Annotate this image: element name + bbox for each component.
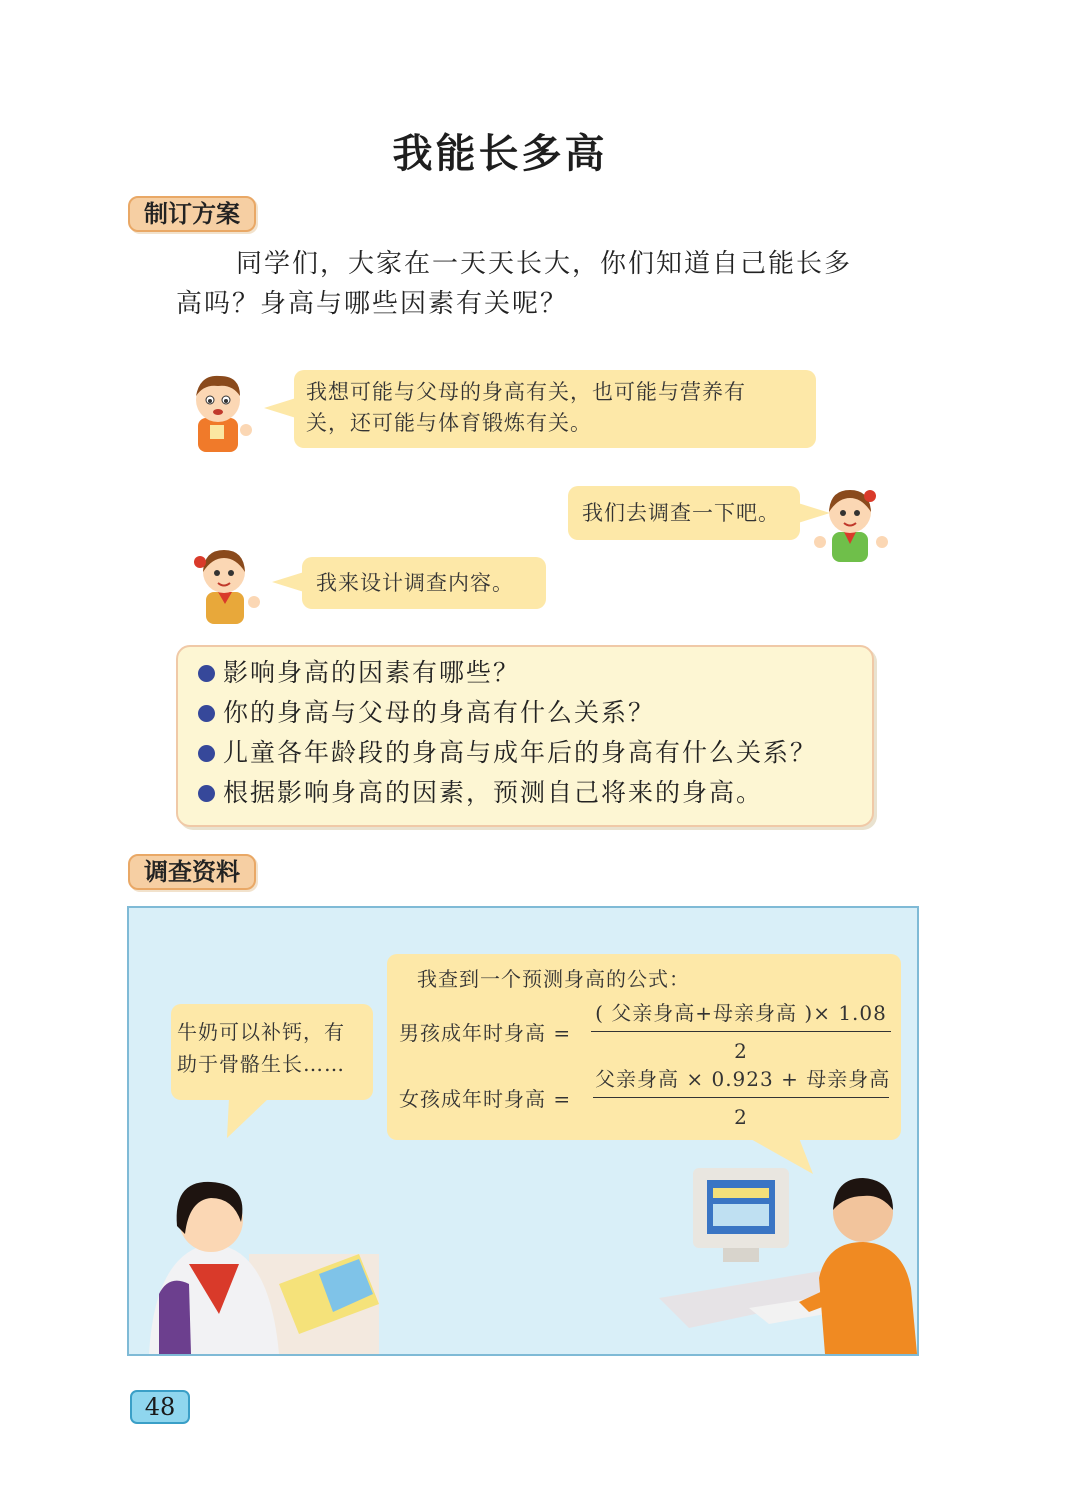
girl-character-illustration <box>186 542 266 626</box>
section-tag-plan: 制订方案 <box>128 196 256 232</box>
question-text: 儿童各年龄段的身高与成年后的身高有什么关系？ <box>223 738 818 767</box>
formula-speech-bubble <box>387 954 901 1140</box>
list-item <box>198 653 872 693</box>
girl-formula-numerator: 父亲身高 × 0.923 + 母亲身高 <box>593 1064 889 1098</box>
girl-formula-label: 女孩成年时身高 = <box>399 1087 572 1111</box>
girl-height-formula <box>593 1064 889 1133</box>
boy-formula-label: 男孩成年时身高 = <box>399 1021 572 1045</box>
boy-computer-illustration <box>649 1158 917 1354</box>
research-illustration-panel <box>127 906 919 1356</box>
milk-speech-line-1: 牛奶可以补钙，有 <box>177 1020 345 1044</box>
girl-character-illustration <box>812 484 892 566</box>
section-tag-research: 调查资料 <box>128 854 256 890</box>
bullet-icon <box>198 705 215 722</box>
girl-formula-denominator: 2 <box>734 1105 748 1129</box>
girl-left-speech-bubble: 我来设计调查内容。 <box>302 557 546 609</box>
boy-speech-line-2: 关，还可能与体育锻炼有关。 <box>306 411 592 435</box>
question-text: 根据影响身高的因素，预测自己将来的身高。 <box>223 778 764 807</box>
list-item <box>198 733 872 773</box>
milk-speech-bubble <box>171 1004 373 1100</box>
girl-reading-illustration <box>129 1134 389 1354</box>
page-number: 48 <box>130 1390 190 1424</box>
intro-line-2: 高吗？身高与哪些因素有关呢？ <box>176 289 569 319</box>
boy-formula-numerator: ( 父亲身高+母亲身高 )× 1.08 <box>591 998 891 1032</box>
page-title: 我能长多高 <box>392 131 608 177</box>
bullet-icon <box>198 785 215 802</box>
formula-intro: 我查到一个预测身高的公式： <box>417 967 690 991</box>
question-text: 你的身高与父母的身高有什么关系？ <box>223 698 656 727</box>
intro-line-1: 同学们，大家在一天天长大，你们知道自己能长多 <box>236 249 853 279</box>
bullet-icon <box>198 745 215 762</box>
girl-right-speech-bubble: 我们去调查一下吧。 <box>568 486 800 540</box>
survey-question-list <box>178 647 872 813</box>
bubble-tail <box>272 572 304 592</box>
milk-speech-line-2: 助于骨骼生长…… <box>177 1052 345 1076</box>
boy-speech-line-1: 我想可能与父母的身高有关，也可能与营养有 <box>306 380 746 404</box>
list-item <box>198 773 872 813</box>
boy-height-formula <box>591 998 891 1067</box>
boy-speech-bubble <box>294 370 816 448</box>
bullet-icon <box>198 665 215 682</box>
survey-question-box <box>176 645 874 827</box>
boy-formula-denominator: 2 <box>734 1039 748 1063</box>
bubble-tail <box>264 398 296 418</box>
question-text: 影响身高的因素有哪些？ <box>223 658 521 687</box>
list-item <box>198 693 872 733</box>
boy-character-illustration <box>180 370 260 456</box>
